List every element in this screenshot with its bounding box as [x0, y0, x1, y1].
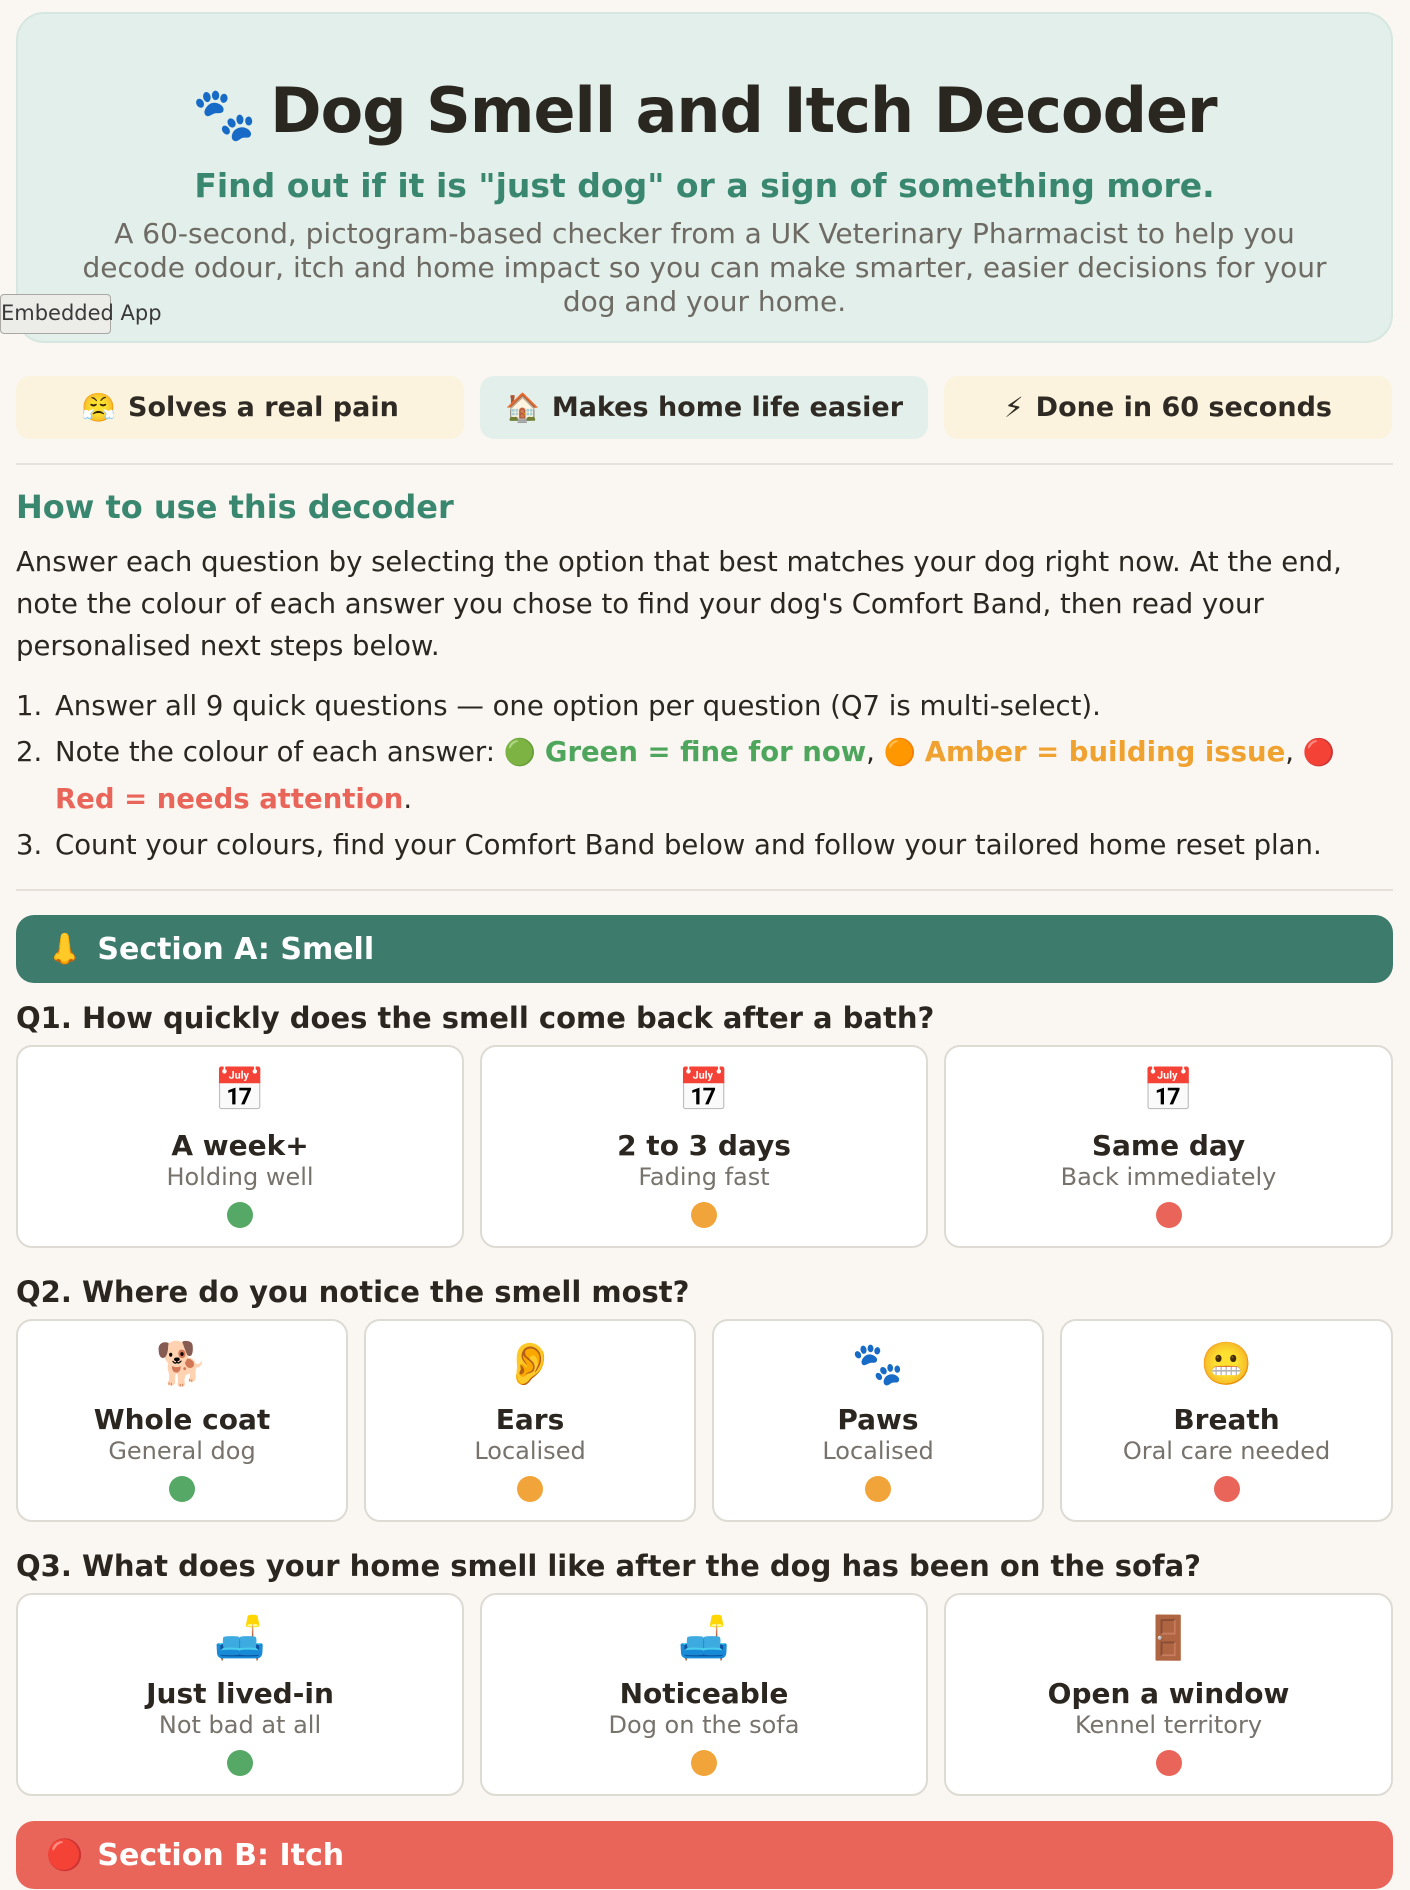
- option-title: Noticeable: [619, 1677, 789, 1710]
- ear-icon: 👂: [503, 1339, 557, 1388]
- page-title-text: Dog Smell and Itch Decoder: [270, 74, 1217, 147]
- option-subtitle: Localised: [474, 1437, 586, 1465]
- q1-option-days[interactable]: [480, 1045, 928, 1248]
- option-subtitle: Dog on the sofa: [608, 1711, 800, 1739]
- sofa-icon: 🛋️: [213, 1613, 267, 1662]
- red-dot: [1156, 1202, 1182, 1228]
- embedded-app-tag[interactable]: Embedded App: [0, 294, 111, 334]
- how-to-steps: [16, 683, 1393, 868]
- how-to-paragraph: Answer each question by selecting the option that best matches your dog right now. At the end, note the colour of each answer you chose to find your dog's Comfort Band, then read your personalised next steps below.: [16, 546, 1342, 662]
- pill-label: Done in 60 seconds: [1035, 392, 1332, 423]
- option-subtitle: Back immediately: [1060, 1163, 1277, 1191]
- option-subtitle: Localised: [822, 1437, 934, 1465]
- calendar-icon: 📅: [677, 1065, 731, 1114]
- page-subtitle: Find out if it is "just dog" or a sign of something more.: [194, 166, 1215, 205]
- step-2-text: Note the colour of each answer:: [55, 736, 504, 768]
- pill-sixty-seconds: [944, 376, 1392, 439]
- q2-option-paws[interactable]: [712, 1319, 1044, 1522]
- option-title: Just lived-in: [146, 1677, 334, 1710]
- q3-option-open-window[interactable]: [944, 1593, 1393, 1796]
- section-b-title: Section B: Itch: [97, 1837, 345, 1873]
- grimace-face-icon: 😬: [1200, 1339, 1253, 1388]
- amber-dot: [517, 1476, 543, 1502]
- option-subtitle: Fading fast: [638, 1163, 770, 1191]
- option-title: Paws: [837, 1403, 919, 1436]
- option-title: A week+: [171, 1129, 309, 1162]
- amber-legend: Amber = building issue: [924, 736, 1286, 768]
- house-icon: 🏠: [504, 391, 540, 424]
- calendar-icon: 📅: [213, 1065, 267, 1114]
- q2-option-whole-coat[interactable]: [16, 1319, 348, 1522]
- section-a-title: Section A: Smell: [97, 931, 375, 967]
- q3-option-lived-in[interactable]: [16, 1593, 464, 1796]
- divider: [16, 463, 1393, 465]
- green-circle-icon: 🟢: [503, 738, 537, 768]
- nose-icon: 👃: [46, 931, 84, 967]
- red-dot: [1214, 1476, 1240, 1502]
- divider: [16, 889, 1393, 891]
- step-3: 3. Count your colours, find your Comfort Band below and follow your tailored home reset plan.: [16, 829, 1322, 861]
- q3-question: Q3. What does your home smell like after the dog has been on the sofa?: [16, 1549, 1201, 1583]
- q3-option-noticeable[interactable]: [480, 1593, 928, 1796]
- hero-banner: [16, 12, 1393, 343]
- amber-circle-icon: 🟠: [883, 738, 917, 768]
- pill-solves-pain: [16, 376, 464, 439]
- green-dot: [227, 1202, 253, 1228]
- red-dot: [1156, 1750, 1182, 1776]
- pill-label: Makes home life easier: [551, 392, 904, 423]
- red-legend: Red = needs attention: [55, 783, 404, 815]
- q2-option-breath[interactable]: [1060, 1319, 1393, 1522]
- option-title: 2 to 3 days: [617, 1129, 791, 1162]
- paw-icon: 🐾: [192, 85, 257, 145]
- step-1-text: Answer all 9 quick questions — one option per question (Q7 is multi-select).: [55, 690, 1101, 722]
- amber-dot: [691, 1750, 717, 1776]
- section-a-header: [16, 915, 1393, 983]
- door-icon: 🚪: [1142, 1613, 1195, 1662]
- red-circle-icon: 🔴: [46, 1837, 84, 1873]
- option-title: Ears: [495, 1403, 565, 1436]
- option-subtitle: Kennel territory: [1074, 1711, 1263, 1739]
- lightning-icon: ⚡: [1004, 391, 1024, 424]
- pill-home-life: [480, 376, 928, 439]
- calendar-icon: 📅: [1142, 1065, 1195, 1114]
- green-dot: [169, 1476, 195, 1502]
- option-title: Open a window: [1047, 1677, 1290, 1710]
- option-subtitle: Not bad at all: [158, 1711, 322, 1739]
- q2-option-ears[interactable]: [364, 1319, 696, 1522]
- section-b-header: [16, 1821, 1393, 1889]
- option-subtitle: General dog: [108, 1437, 256, 1465]
- step-2: 2. Note the colour of each answer: 🟢 Green = fine for now, 🟠 Amber = building issue, 🔴 Red = needs attention.: [16, 736, 1336, 815]
- q2-question: Q2. Where do you notice the smell most?: [16, 1275, 690, 1309]
- step-3-text: Count your colours, find your Comfort Band below and follow your tailored home reset plan.: [55, 829, 1322, 861]
- option-title: Breath: [1173, 1403, 1280, 1436]
- q1-option-week[interactable]: [16, 1045, 464, 1248]
- q1-option-same-day[interactable]: [944, 1045, 1393, 1248]
- option-title: Whole coat: [93, 1403, 271, 1436]
- pill-label: Solves a real pain: [128, 392, 399, 423]
- step-1: 1. Answer all 9 quick questions — one option per question (Q7 is multi-select).: [16, 690, 1101, 722]
- sofa-icon: 🛋️: [677, 1613, 731, 1662]
- q1-question: Q1. How quickly does the smell come back after a bath?: [16, 1001, 935, 1035]
- how-to-heading: How to use this decoder: [16, 488, 454, 526]
- page-description: A 60-second, pictogram-based checker from a UK Veterinary Pharmacist to help you decode odour, itch and home impact so you can make smarter, easier decisions for your dog and your home.: [82, 217, 1327, 318]
- green-legend: Green = fine for now: [544, 736, 867, 768]
- dog-icon: 🐕: [155, 1339, 209, 1388]
- page-title: [18, 74, 1391, 147]
- option-title: Same day: [1091, 1129, 1246, 1162]
- option-subtitle: Holding well: [166, 1163, 314, 1191]
- green-dot: [227, 1750, 253, 1776]
- red-circle-icon: 🔴: [1302, 738, 1336, 768]
- steam-face-icon: 😤: [81, 391, 117, 424]
- amber-dot: [691, 1202, 717, 1228]
- option-subtitle: Oral care needed: [1122, 1437, 1331, 1465]
- amber-dot: [865, 1476, 891, 1502]
- paw-icon: 🐾: [851, 1339, 905, 1388]
